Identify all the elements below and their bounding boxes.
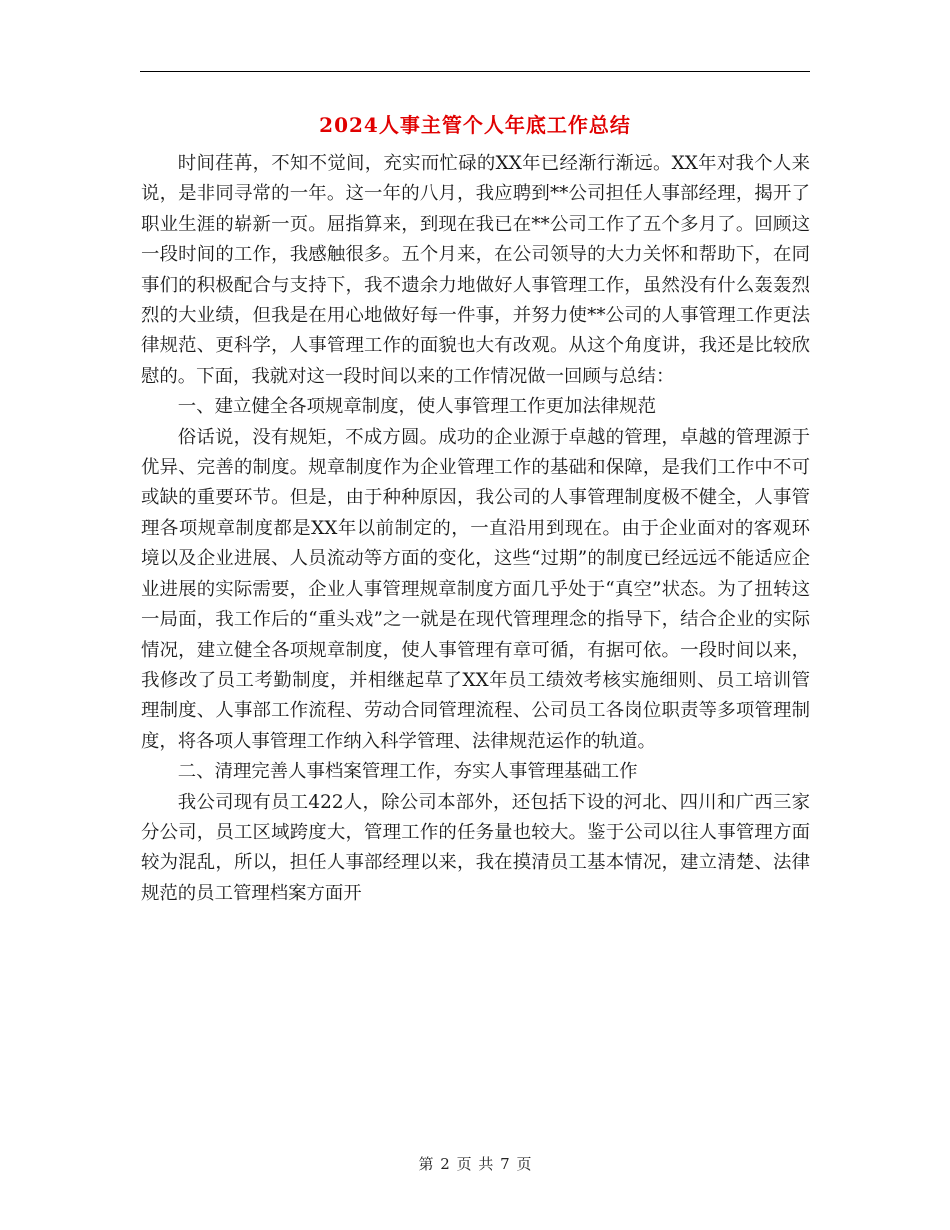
document-title: 2024人事主管个人年底工作总结: [319, 113, 631, 137]
document-body: [141, 149, 810, 909]
body-paragraph-1: 俗话说，没有规矩，不成方圆。成功的企业源于卓越的管理，卓越的管理源于优异、完善的制度。规章制度作为企业管理工作的基础和保障，是我们工作中不可或缺的重要环节。但是，由于种种原因，我公司的人事管理制度极不健全，人事管理各项规章制度都是XX年以前制定的，一直沿用到现在。由于企业面对的客观环境以及企业进展、人员流动等方面的变化，这些“过期”的制度已经远远不能适应企业进展的实际需要，企业人事管理规章制度方面几乎处于“真空”状态。为了扭转这一局面，我工作后的“重头戏”之一就是在现代管理理念的指导下，结合企业的实际情况，建立健全各项规章制度，使人事管理有章可循，有据可依。一段时间以来，我修改了员工考勤制度，并相继起草了XX年员工绩效考核实施细则、员工培训管理制度、人事部工作流程、劳动合同管理流程、公司员工各岗位职责等多项管理制度，将各项人事管理工作纳入科学管理、法律规范运作的轨道。: [141, 426, 810, 752]
header-rule: [140, 71, 810, 72]
page-number-footer: 第 2 页 共 7 页: [418, 1155, 532, 1173]
section-heading-1: 一、建立健全各项规章制度，使人事管理工作更加法律规范: [177, 396, 656, 418]
section-heading-2: 二、清理完善人事档案管理工作，夯实人事管理基础工作: [177, 761, 638, 783]
body-paragraph-intro: 时间荏苒，不知不觉间，充实而忙碌的XX年已经渐行渐远。XX年对我个人来说，是非同寻常的一年。这一年的八月，我应聘到**公司担任人事部经理，揭开了职业生涯的崭新一页。屈指算来，到现在我已在**公司工作了五个多月了。回顾这一段时间的工作，我感触很多。五个月来，在公司领导的大力关怀和帮助下，在同事们的积极配合与支持下，我不遗余力地做好人事管理工作，虽然没有什么轰轰烈烈的大业绩，但我是在用心地做好每一件事，并努力使**公司的人事管理工作更法律规范、更科学，人事管理工作的面貌也大有改观。从这个角度讲，我还是比较欣慰的。下面，我就对这一段时间以来的工作情况做一回顾与总结：: [141, 153, 810, 387]
body-paragraph-2: 我公司现有员工422人，除公司本部外，还包括下设的河北、四川和广西三家分公司，员工区域跨度大，管理工作的任务量也较大。鉴于公司以往人事管理方面较为混乱，所以，担任人事部经理以来，我在摸清员工基本情况，建立清楚、法律规范的员工管理档案方面开: [141, 791, 810, 904]
